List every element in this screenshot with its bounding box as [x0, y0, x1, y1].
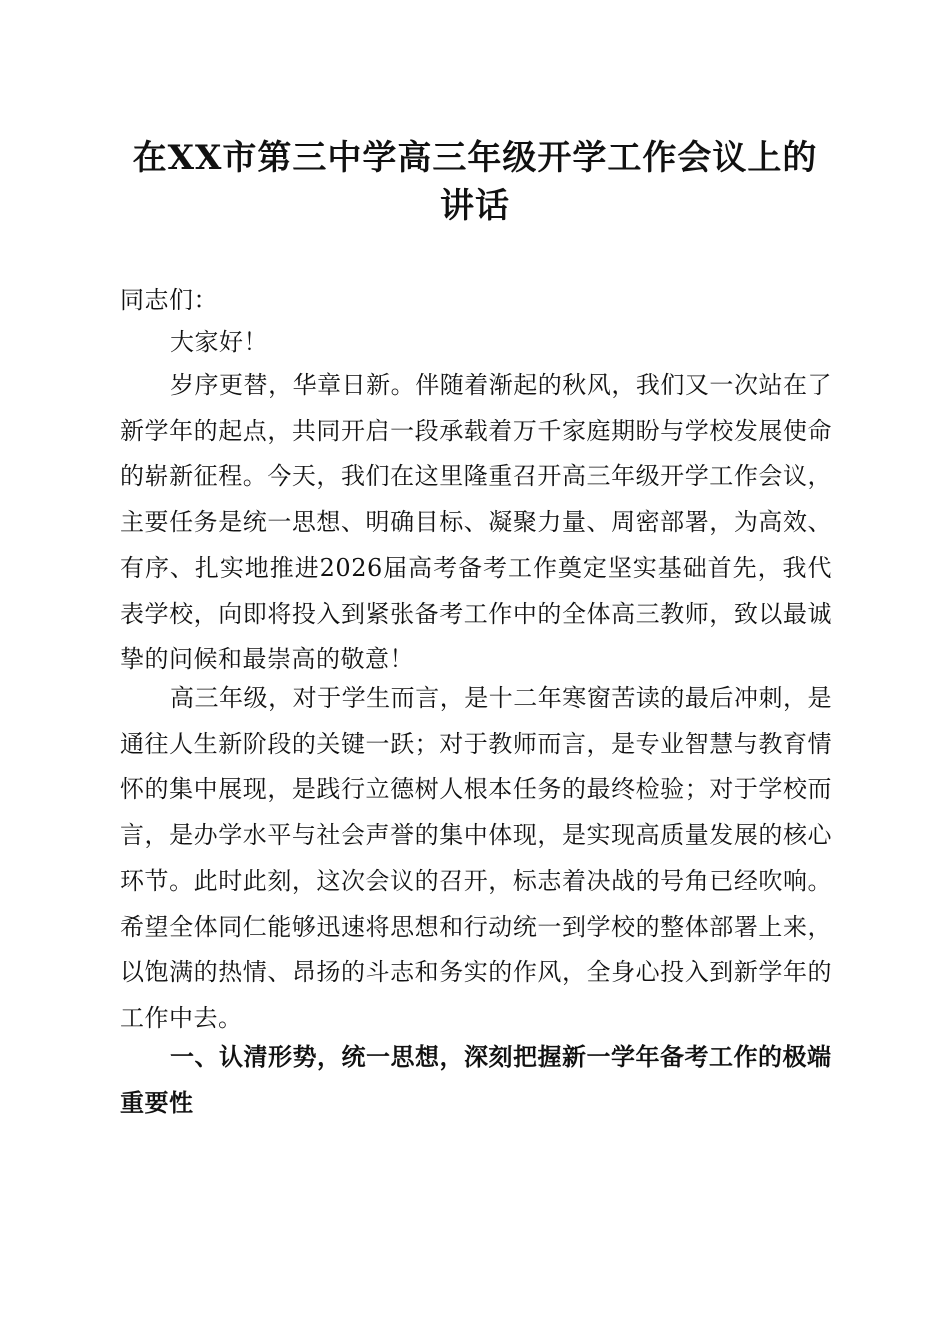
document-title [100, 134, 850, 230]
title-line-1: 在XX市第三中学高三年级开学工作会议上的 [132, 138, 818, 178]
section-heading: 一、认清形势，统一思想，深刻把握新一学年备考工作的极端重要性 [120, 1043, 832, 1117]
salutation: 同志们： [120, 286, 218, 314]
paragraph-opening: 岁序更替，华章日新。伴随着渐起的秋风，我们又一次站在了新学年的起点，共同开启一段承载着万千家庭期盼与学校发展使命的崭新征程。今天，我们在这里隆重召开高三年级开学工作会议，主要任务是统一思想、明确目标、凝聚力量、周密部署，为高效、有序、扎实地推进2026届高考备考工作奠定坚实基础首先，我代表学校，向即将投入到紧张备考工作中的全体高三教师，致以最诚挚的问候和最崇高的敬意！ [120, 371, 832, 674]
greeting: 大家好！ [170, 328, 268, 356]
title-line-2: 讲话 [440, 186, 510, 226]
paragraph-senior-year: 高三年级，对于学生而言，是十二年寒窗苦读的最后冲刺，是通往人生新阶段的关键一跃；对于教师而言，是专业智慧与教育情怀的集中展现，是践行立德树人根本任务的最终检验；对于学校而言，是办学水平与社会声誉的集中体现，是实现高质量发展的核心环节。此时此刻，这次会议的召开，标志着决战的号角已经吹响。希望全体同仁能够迅速将思想和行动统一到学校的整体部署上来，以饱满的热情、昂扬的斗志和务实的作风，全身心投入到新学年的工作中去。 [120, 684, 832, 1032]
